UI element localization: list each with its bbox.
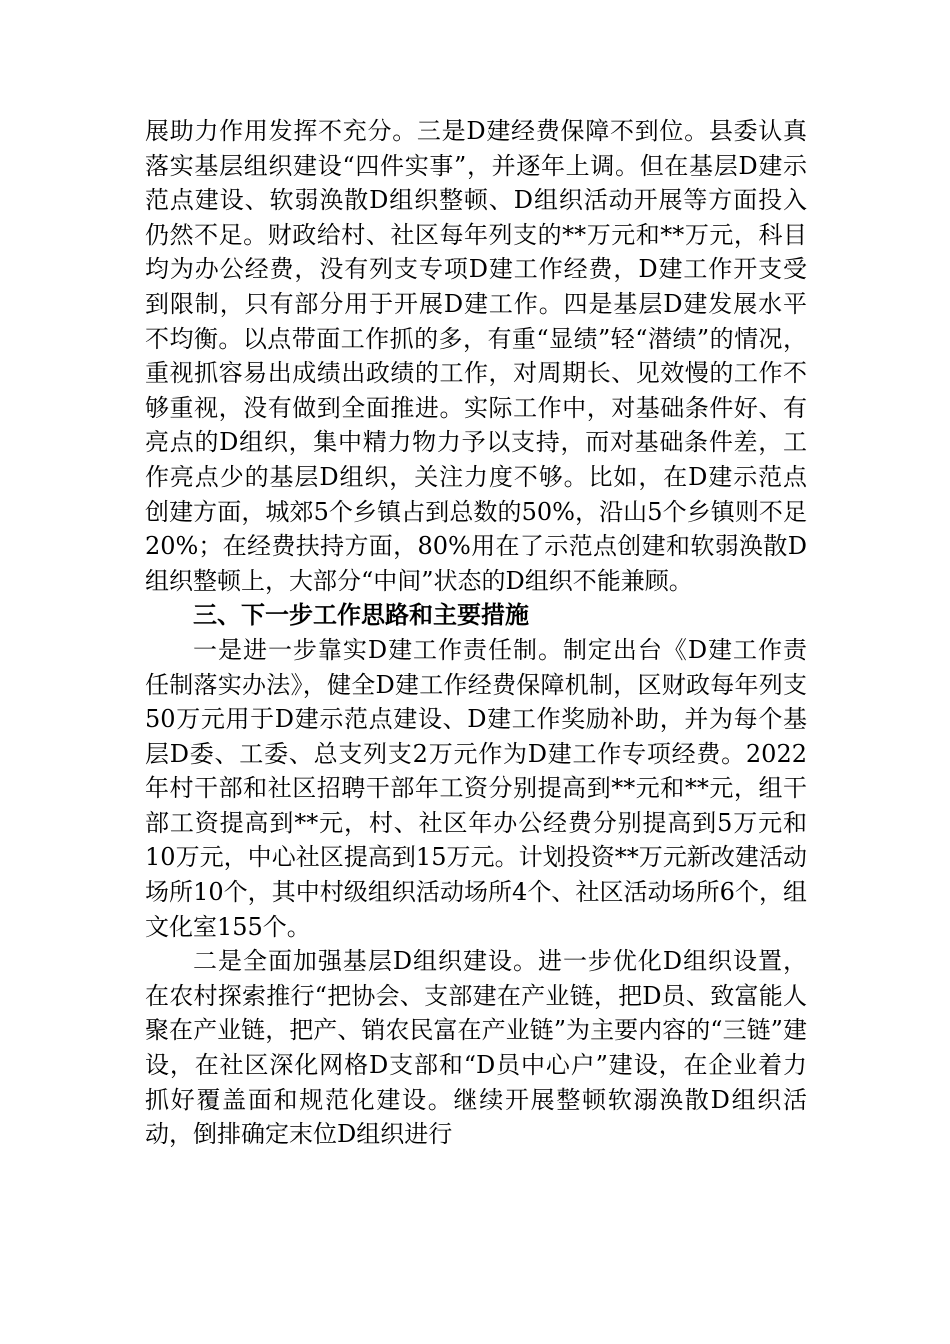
body-paragraph-organization: 二是全面加强基层D组织建设。进一步优化D组织设置，在农村探索推行“把协会、支部建在产业链，把D员、致富能人聚在产业链，把产、销农民富在产业链”为主要内容的“三链”建设，在社区深化网格D支部和“D员中心户”建设，在企业着力抓好覆盖面和规范化建设。继续开展整顿软溺涣散D组织活动，倒排确定末位D组织进行 (145, 947, 807, 1149)
body-paragraph-continued: 展助力作用发挥不充分。三是D建经费保障不到位。县委认真落实基层组织建设“四件实事”，并逐年上调。但在基层D建示范点建设、软弱涣散D组织整顿、D组织活动开展等方面投入仍然不足。财政给村、社区每年列支的**万元和**万元，科目均为办公经费，没有列支专项D建工作经费，D建工作开支受到限制，只有部分用于开展D建工作。四是基层D建发展水平不均衡。以点带面工作抓的多，有重“显绩”轻“潜绩”的情况，重视抓容易出成绩出政绩的工作，对周期长、见效慢的工作不够重视，没有做到全面推进。实际工作中，对基础条件好、有亮点的D组织，集中精力物力予以支持，而对基础条件差，工作亮点少的基层D组织，关注力度不够。比如，在D建示范点创建方面，城郊5个乡镇占到总数的50%，沿山5个乡镇则不足20%；在经费扶持方面，80%用在了示范点创建和软弱涣散D组织整顿上，大部分“中间”状态的D组织不能兼顾。 (145, 117, 807, 595)
body-paragraph-responsibility: 一是进一步靠实D建工作责任制。制定出台《D建工作责任制落实办法》，健全D建工作经费保障机制，区财政每年列支50万元用于D建示范点建设、D建工作奖励补助，并为每个基层D委、工委、总支列支2万元作为D建工作专项经费。2022年村干部和社区招聘干部年工资分别提高到**元和**元，组干部工资提高到**元，村、社区年办公经费分别提高到5万元和10万元，中心社区提高到15万元。计划投资**万元新改建活动场所10个，其中村级组织活动场所4个、社区活动场所6个，组文化室155个。 (145, 635, 807, 941)
section-heading: 三、下一步工作思路和主要措施 (193, 601, 529, 630)
document-page (145, 114, 807, 1152)
